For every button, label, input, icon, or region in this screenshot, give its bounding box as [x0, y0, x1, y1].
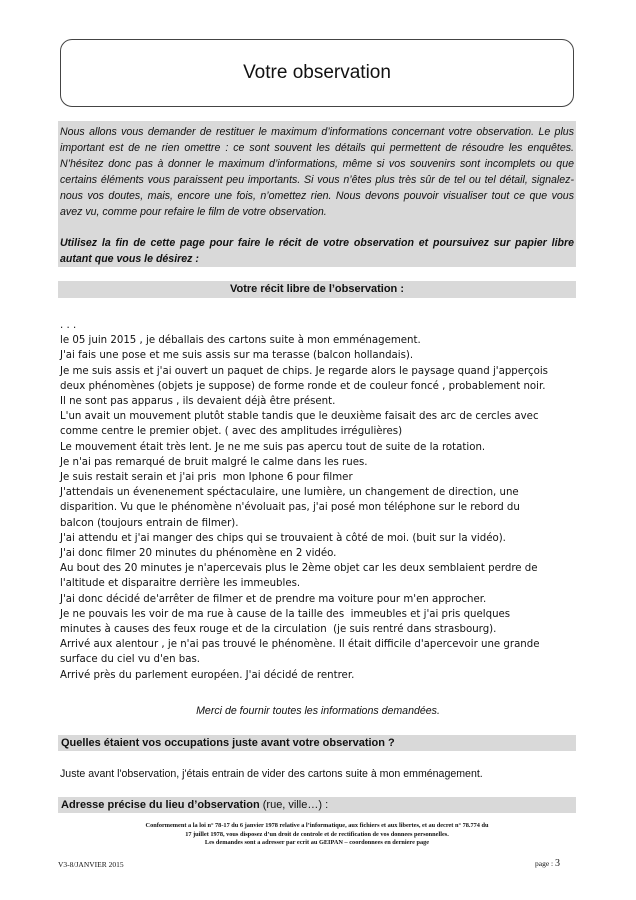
intro-paragraph: Nous allons vous demander de restituer le maximum d’informations concernant votre observation. Le plus important est de ne rien omettre : ce sont souvent les détails qui permettent de résoudre les enquêtes. N’hésitez donc pas à donner le maximum d’informations, même si vos souvenirs sont incomplets ou que certains éléments vous paraissent peu importants. Si vous n’êtes plus très sûr de tel ou tel détail, signalez-nous vos doutes, mais, encore une fois, n’omettez rien. Nous devons pouvoir visualiser tout ce que vous avez vu, comme pour refaire le film de votre observation.: [60, 126, 574, 218]
recit-line: deux phénomènes (objets je suppose) de forme ronde et de couleur foncé , probablement noir.: [60, 380, 546, 392]
recit-header: Votre récit libre de l’observation :: [58, 281, 576, 298]
adresse-question-bar: [58, 797, 576, 813]
recit-line: balcon (toujours entrain de filmer).: [60, 517, 239, 529]
recit-line: . . .: [60, 320, 77, 331]
occupations-answer: Juste avant l'observation, j'étais entrain de vider des cartons suite à mon emménagement.: [60, 768, 483, 780]
recit-line: J'attendais un évenenement spéctaculaire, une lumière, un changement de direction, une: [60, 487, 519, 499]
recit-line: Arrivé aux alentour , je n'ai pas trouvé le phénomène. Il était difficile d'apercevoir une grande: [60, 639, 540, 651]
recit-line: comme centre le premier objet. ( avec des amplitudes irrégulières): [60, 426, 403, 438]
recit-line: Le mouvement était très lent. Je ne me suis pas apercu tout de suite de la rotation.: [60, 441, 486, 453]
page-number-label: [535, 858, 560, 869]
recit-line: J'ai donc filmer 20 minutes du phénomène en 2 vidéo.: [60, 548, 337, 560]
adresse-question: Adresse précise du lieu d’observation: [61, 799, 260, 811]
recit-line: l'altitude et disparaitre derrière les immeubles.: [60, 578, 301, 590]
page-title: Votre observation: [243, 62, 391, 83]
recit-line: J'ai donc décidé de'arrêter de filmer et de prendre ma voiture pour m'en approcher.: [60, 593, 487, 605]
recit-line: J'ai attendu et j'ai manger des chips qui se trouvaient à côté de moi. (buit sur la vidéo).: [60, 532, 506, 544]
recit-line: J'ai fais une pose et me suis assis sur ma terasse (balcon hollandais).: [60, 350, 414, 362]
page-label: page :: [535, 859, 554, 868]
recit-line: le 05 juin 2015 , je déballais des cartons suite à mon emménagement.: [60, 335, 421, 347]
legal-notice: [58, 822, 576, 848]
recit-line: Il ne sont pas apparus , ils devaient déjà être présent.: [60, 396, 336, 408]
legal-line: 17 juillet 1978, vous disposez d’un droit de controle et de rectification de vos donnees personnelles.: [185, 830, 449, 838]
recit-line: Je me suis assis et j'ai ouvert un paquet de chips. Je regarde alors le paysage quand j'apperçois: [60, 365, 548, 377]
recit-line: minutes à causes des feux rouge et de la circulation (je suis rentré dans strasbourg).: [60, 624, 497, 636]
recit-line: Je ne pouvais les voir de ma rue à cause de la taille des immeubles et j'ai pris quelques: [60, 608, 511, 620]
recit-line: Au bout des 20 minutes je n'apercevais plus le 2ème objet car les deux semblaient perdre de: [60, 563, 538, 575]
recit-line: L'un avait un mouvement plutôt stable tandis que le deuxième faisait des arc de cercles avec: [60, 411, 539, 423]
intro-instruction: Utilisez la fin de cette page pour faire le récit de votre observation et poursuivez sur papier libre autant que vous le désirez :: [60, 237, 574, 266]
version-label: V3-8/JANVIER 2015: [58, 860, 124, 869]
legal-line: Conformement a la loi n° 78-17 du 6 janvier 1978 relative a l’informatique, aux fichiers et aux libertes, et au decret n° 78.774 du: [145, 822, 489, 829]
recit-text: [60, 318, 576, 683]
recit-line: Arrivé près du parlement européen. J'ai décidé de rentrer.: [60, 669, 355, 681]
merci-text: Merci de fournir toutes les informations demandées.: [196, 705, 440, 717]
legal-line: Les demandes sont a adresser par ecrit au GEIPAN – coordonnees en derniere page: [204, 839, 430, 847]
adresse-hint: (rue, ville…) :: [262, 799, 329, 811]
title-box: [60, 39, 574, 107]
recit-line: disparition. Vu que le phénomène n'évoluait pas, j'ai posé mon téléphone sur le rebord du: [60, 502, 520, 514]
intro-box: [58, 121, 576, 267]
recit-line: surface du ciel vu d'en bas.: [60, 654, 201, 666]
page-number: 3: [555, 858, 560, 869]
occupations-question: Quelles étaient vos occupations juste avant votre observation ?: [58, 735, 576, 751]
recit-line: Je n'ai pas remarqué de bruit malgré le calme dans les rues.: [60, 456, 368, 468]
recit-line: Je suis restait serain et j'ai pris mon Iphone 6 pour filmer: [60, 472, 353, 484]
